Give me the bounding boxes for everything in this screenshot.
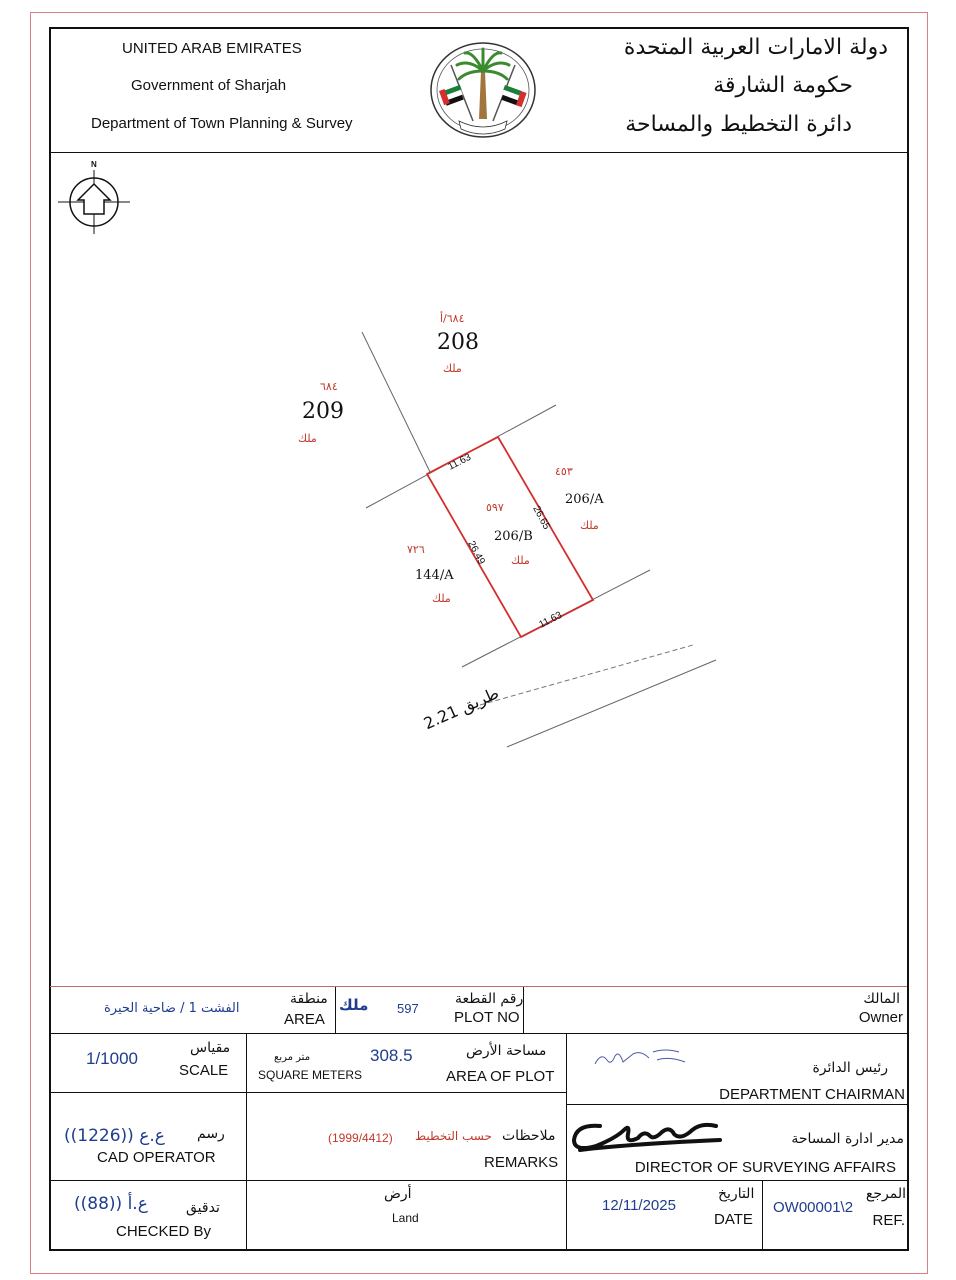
area-value: الفشت 1 / ضاحية الحيرة: [104, 1001, 240, 1016]
plot-type-value: ملك: [339, 996, 369, 1014]
dept-chairman-en: DEPARTMENT CHAIRMAN: [719, 1086, 905, 1103]
table-col-line: [246, 1034, 247, 1250]
dimension-left: 26.49: [465, 539, 487, 567]
date-en: DATE: [714, 1211, 753, 1228]
land-en: Land: [392, 1211, 419, 1225]
department-en: Department of Town Planning & Survey: [91, 115, 353, 132]
remarks-value-ar: حسب التخطيط: [415, 1129, 492, 1143]
table-row-line: [50, 1180, 907, 1181]
sq-m-en: SQUARE METERS: [258, 1068, 363, 1082]
plot-206b-number: 206/B: [494, 529, 533, 544]
checked-en: CHECKED By: [116, 1223, 212, 1240]
cad-en: CAD OPERATOR: [97, 1149, 216, 1166]
table-row-line: [567, 1104, 907, 1105]
area-of-plot-ar: مساحة الأرض: [466, 1043, 547, 1059]
plot-208-number: 208: [437, 330, 479, 355]
country-ar: دولة الامارات العربية المتحدة: [623, 35, 888, 60]
table-col-line: [762, 1181, 763, 1250]
dimension-bottom: 11.63: [537, 609, 565, 631]
plot-206a-status: ملك: [580, 519, 599, 532]
country-en: UNITED ARAB EMIRATES: [122, 40, 302, 57]
plot-144a-status: ملك: [432, 592, 451, 605]
department-ar: دائرة التخطيط والمساحة: [625, 112, 852, 137]
plot-209-ar: ٦٨٤: [320, 380, 338, 393]
scale-ar: مقياس: [190, 1040, 231, 1056]
plot-144a-ar: ٧٢٦: [407, 543, 425, 556]
ref-en: REF.: [872, 1212, 905, 1229]
table-row-line: [50, 1033, 907, 1034]
scale-en: SCALE: [179, 1062, 229, 1079]
chairman-signature: [593, 1046, 689, 1070]
area-en: AREA: [284, 1011, 325, 1028]
remarks-en: REMARKS: [484, 1154, 559, 1171]
road-label: طريق 12.2: [420, 683, 502, 734]
government-en: Government of Sharjah: [131, 77, 287, 94]
plot-206b-status: ملك: [511, 554, 530, 567]
plot-209-number: 209: [302, 399, 344, 424]
area-ar: منطقة: [290, 991, 328, 1007]
dimension-top: 11.63: [446, 451, 474, 473]
date-ar: التاريخ: [718, 1186, 755, 1202]
ref-ar: المرجع: [865, 1186, 906, 1202]
director-en: DIRECTOR OF SURVEYING AFFAIRS: [634, 1159, 896, 1176]
plot-206a-number: 206/A: [565, 492, 604, 507]
plot-no-en: PLOT NO: [454, 1009, 520, 1026]
plot-144a-number: 144/A: [415, 568, 454, 583]
date-value: 12/11/2025: [602, 1197, 676, 1214]
owner-ar: المالك: [863, 991, 900, 1007]
plot-208-ar: ٦٨٤/أ: [440, 312, 465, 325]
checked-ar: تدقيق: [186, 1200, 220, 1216]
boundary-line: [507, 660, 716, 747]
director-signature: [570, 1112, 730, 1162]
table-col-line: [335, 987, 336, 1033]
north-label: N: [91, 160, 97, 169]
remarks-value-num: (1999/4412): [328, 1131, 393, 1145]
dimension-right: 26.65: [530, 504, 552, 532]
plot-209-status: ملك: [298, 432, 317, 445]
cad-value: ع.ع ((1226)): [64, 1126, 165, 1146]
government-ar: حكومة الشارقة: [713, 73, 853, 98]
owner-en: Owner: [858, 1009, 903, 1026]
director-ar: مدير ادارة المساحة: [791, 1131, 904, 1147]
ref-value: OW00001\2: [773, 1199, 854, 1216]
table-top-line: [50, 986, 907, 987]
scale-value: 1/1000: [86, 1049, 138, 1068]
area-of-plot-en: AREA OF PLOT: [446, 1068, 555, 1085]
land-ar: أرض: [384, 1186, 412, 1202]
table-row-line: [50, 1092, 567, 1093]
road-centerline: [480, 645, 693, 705]
plot-no-value: 597: [397, 1001, 419, 1016]
dept-chairman-ar: رئيس الدائرة: [812, 1060, 888, 1076]
plot-no-ar: رقم القطعة: [455, 991, 524, 1007]
plot-206a-ar: ٤٥٣: [555, 465, 573, 478]
checked-value: ع.أ ((88)): [74, 1194, 148, 1214]
area-of-plot-value: 308.5: [370, 1046, 413, 1065]
plot-208-status: ملك: [443, 362, 462, 375]
table-col-line: [566, 1034, 567, 1250]
sq-m-ar: متر مربع: [274, 1052, 311, 1063]
cad-ar: رسم: [197, 1126, 225, 1142]
remarks-ar: ملاحظات: [502, 1128, 556, 1144]
boundary-line: [362, 332, 430, 472]
plot-206b-ar: ٥٩٧: [486, 501, 504, 514]
